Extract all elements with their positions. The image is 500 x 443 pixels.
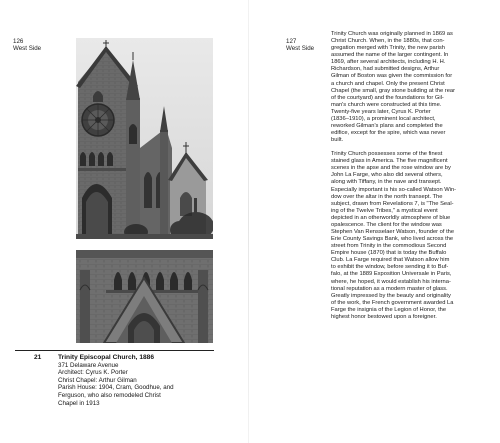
text-line: falo, at the 1889 Exposition Universale in Paris, — [331, 271, 452, 278]
body-text — [331, 31, 491, 328]
text-line: dow over the altar in the north transept. The — [331, 193, 443, 200]
photo-caption — [34, 354, 228, 407]
right-page-header — [286, 38, 314, 52]
text-line: Richardson, had submitted designs, Arthur — [331, 66, 440, 73]
text-line: Chapel (the small, gray stone building at the rear — [331, 87, 456, 94]
text-line: Farge the insignia of the Legion of Honor, the — [331, 306, 447, 313]
text-line: where, he hoped, it would establish his interna- — [331, 278, 451, 285]
text-line: scenes in the apse and the rose window are by — [331, 165, 451, 172]
text-line: along with Tiffany, in the nave and transept. — [331, 179, 442, 186]
text-line: Christ Church. When, in the 1880s, that con- — [331, 38, 445, 45]
text-line: to exhibit the window, before sending it to Buf- — [331, 264, 449, 271]
right-page-number: 127 — [286, 38, 297, 45]
left-page-number: 126 — [13, 38, 24, 45]
body-paragraph-2 — [331, 151, 491, 321]
text-line: Trinity Church possesses some of the finest — [331, 151, 443, 158]
text-line: Stephen Van Rensselaer Watson, founder of the — [331, 229, 455, 235]
text-line: Empire house (1870) that is today the Buffalo — [331, 250, 447, 257]
entry-title: Trinity Episcopal Church, 1886 — [58, 354, 155, 361]
text-line: subject, drawn from Revelations 7, is "The Seal- — [331, 200, 454, 207]
text-line: opalescence. The client for the window was — [331, 221, 442, 228]
text-line: depicted in an otherworldly atmosphere of blue — [331, 214, 451, 221]
text-line: stained glass in America. The five magnificent — [331, 158, 448, 165]
caption-rule — [15, 350, 214, 351]
text-line: a church and chapel. Only the present Christ — [331, 80, 445, 87]
text-line: street from Trinity in the commodious Second — [331, 243, 447, 250]
caption-line: 371 Delaware Avenue — [58, 361, 119, 369]
church-exterior-photo — [76, 38, 213, 239]
text-line: tional reputation as a modern master of glass. — [331, 285, 448, 292]
body-paragraph-1 — [331, 31, 491, 144]
caption-line: Ferguson, who also remodeled Christ — [58, 391, 161, 399]
book-gutter — [248, 0, 249, 443]
text-line: Gilman of Boston was given the commission for — [331, 73, 453, 80]
text-line: Trinity Church was originally planned in 1869 as — [331, 31, 453, 37]
text-line: 1869, after several architects, including H. H. — [331, 59, 446, 66]
church-detail-photo — [76, 250, 213, 343]
right-section-label: West Side — [286, 45, 315, 53]
text-line: edifice, except for the spire, which was never — [331, 130, 446, 137]
text-line: assumed the name of the larger contingent. In — [331, 52, 449, 59]
caption-line: Christ Chapel: Arthur Gilman — [58, 376, 137, 384]
text-line: ing of the Twelve Tribes," a mystical event — [331, 207, 438, 214]
text-line: highest honor bestowed upon a foreigner. — [331, 313, 437, 320]
text-line: Greatly impressed by the beauty and originality — [331, 292, 451, 299]
text-line: gregation merged with Trinity, the new parish — [331, 45, 445, 52]
text-line: of the work, the French government awarded La — [331, 299, 454, 306]
left-page-header — [13, 38, 41, 52]
text-line: (1836–1910), a prominent local architect, — [331, 115, 436, 122]
caption-line: Architect: Cyrus K. Porter — [58, 369, 128, 377]
text-line: man's church were constructed at this time. — [331, 101, 442, 108]
caption-line: Parish House: 1904, Cram, Goodhue, and — [58, 384, 174, 392]
entry-number: 21 — [34, 354, 42, 361]
text-line: Twenty-five years later, Cyrus K. Porter — [331, 108, 431, 115]
text-line: Erie County Savings Bank, who lived across the — [331, 236, 454, 243]
text-line: of the courtyard) and the foundations for Gil- — [331, 94, 444, 101]
text-line: Especially important is his so-called Watson Win- — [331, 186, 457, 193]
church-detail-illustration — [76, 250, 213, 343]
text-line: built. — [331, 137, 344, 144]
text-line: John La Farge, who also did several others, — [331, 172, 443, 179]
caption-line: Chapel in 1913 — [58, 399, 100, 407]
left-section-label: West Side — [13, 45, 42, 53]
text-line: reworked Gilman's plans and completed the — [331, 123, 443, 130]
text-line: Club. La Farge required that Watson allow him — [331, 257, 450, 264]
church-exterior-illustration — [76, 38, 213, 239]
